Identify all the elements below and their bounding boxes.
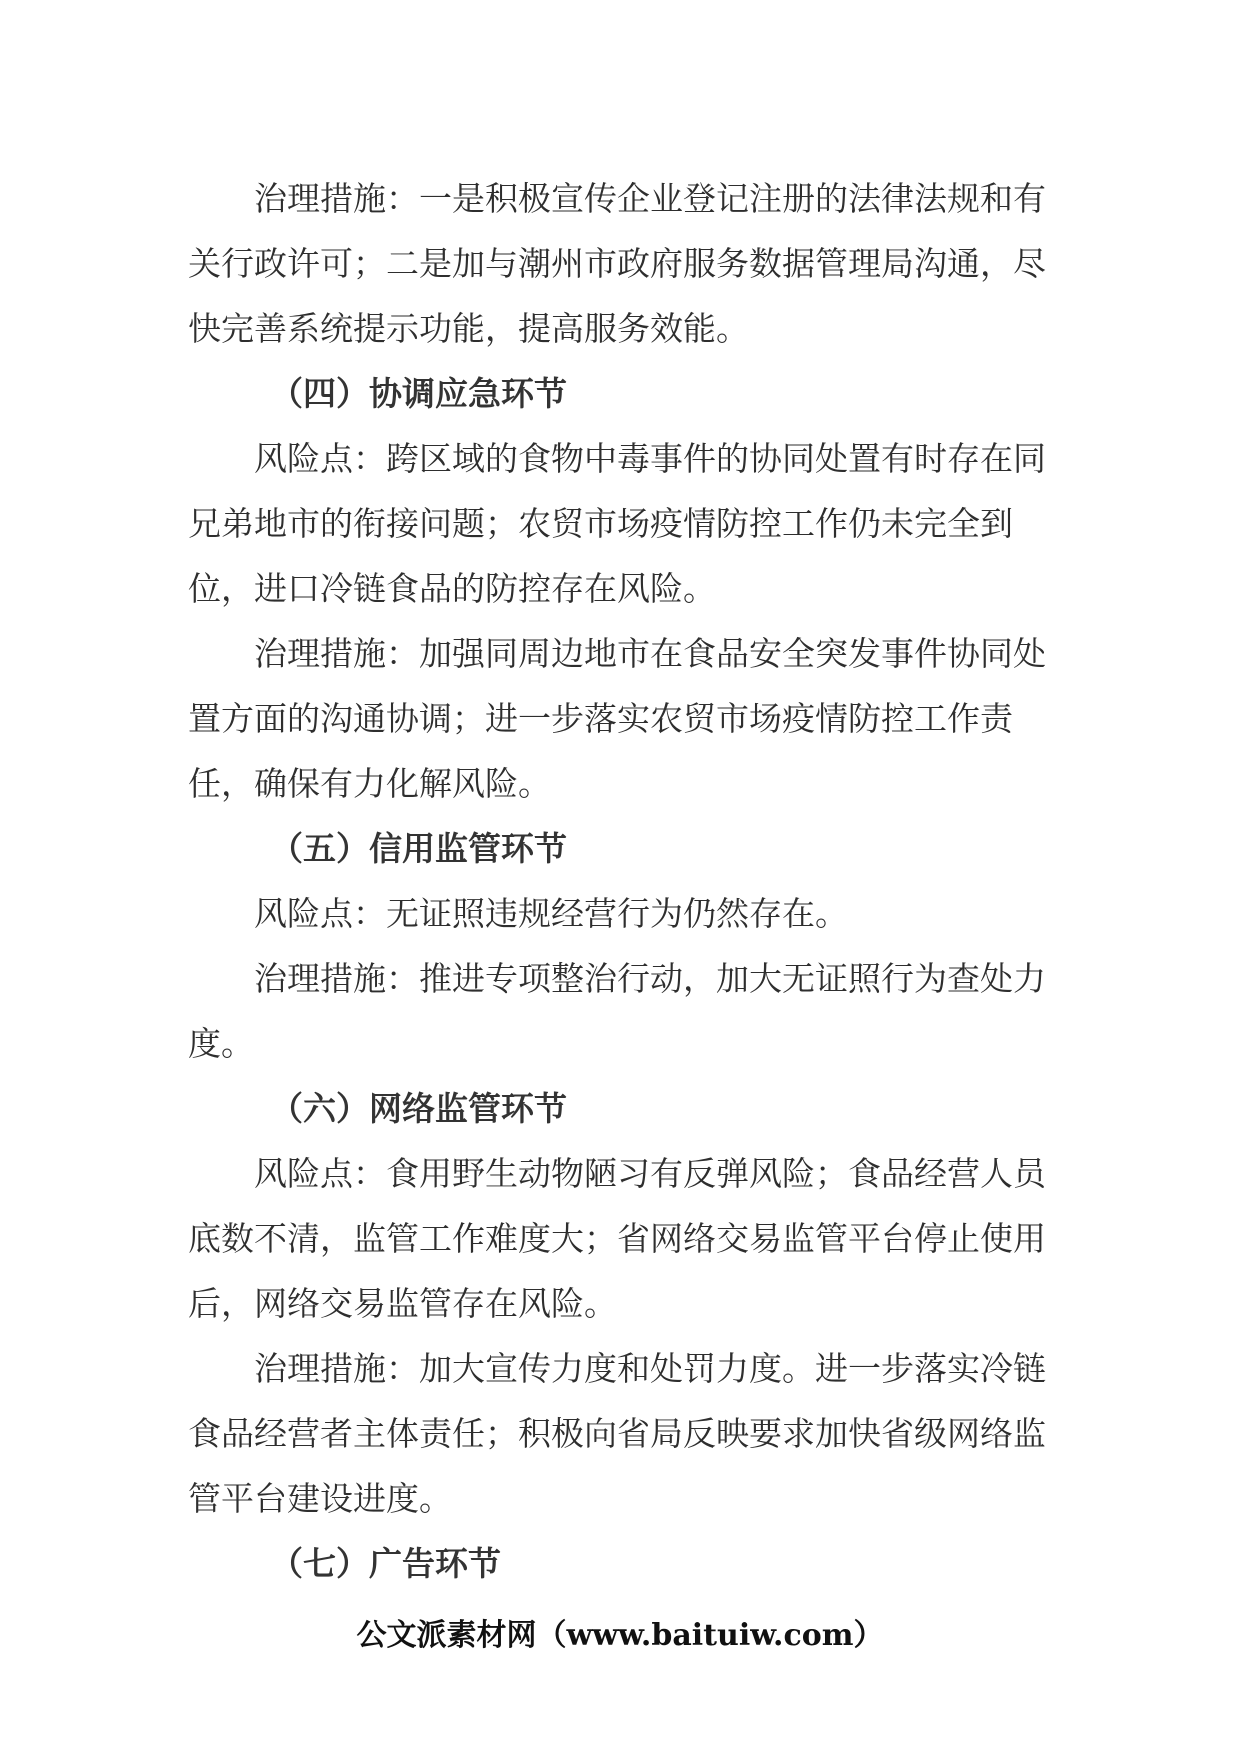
paragraph-risk-point-network: 风险点：食用野生动物陋习有反弹风险；食品经营人员底数不清，监管工作难度大；省网络交易监管平台停止使用后，网络交易监管存在风险。	[188, 1154, 1046, 1323]
source-footer: 公文派素材网（www.baituiw.com）	[356, 1618, 884, 1653]
section-heading-7: （七）广告环节	[270, 1544, 501, 1583]
paragraph-risk-point-credit: 风险点：无证照违规经营行为仍然存在。	[254, 894, 848, 933]
paragraph-risk-point-emergency: 风险点：跨区域的食物中毒事件的协同处置有时存在同兄弟地市的衔接问题；农贸市场疫情防控工作仍未完全到位，进口冷链食品的防控存在风险。	[188, 439, 1046, 608]
paragraph-governance-measures-emergency: 治理措施：加强同周边地市在食品安全突发事件协同处置方面的沟通协调；进一步落实农贸市场疫情防控工作责任，确保有力化解风险。	[188, 634, 1046, 803]
section-heading-6: （六）网络监管环节	[270, 1089, 567, 1128]
section-heading-4: （四）协调应急环节	[270, 374, 567, 413]
section-heading-5: （五）信用监管环节	[270, 829, 567, 868]
paragraph-governance-measures-credit: 治理措施：推进专项整治行动，加大无证照行为查处力度。	[188, 959, 1046, 1063]
paragraph-governance-measures-network: 治理措施：加大宣传力度和处罚力度。进一步落实冷链食品经营者主体责任；积极向省局反映要求加快省级网络监管平台建设进度。	[188, 1349, 1046, 1518]
document-body	[188, 166, 1048, 1596]
paragraph-governance-measures-registration: 治理措施：一是积极宣传企业登记注册的法律法规和有关行政许可；二是加与潮州市政府服务数据管理局沟通，尽快完善系统提示功能，提高服务效能。	[188, 179, 1046, 348]
